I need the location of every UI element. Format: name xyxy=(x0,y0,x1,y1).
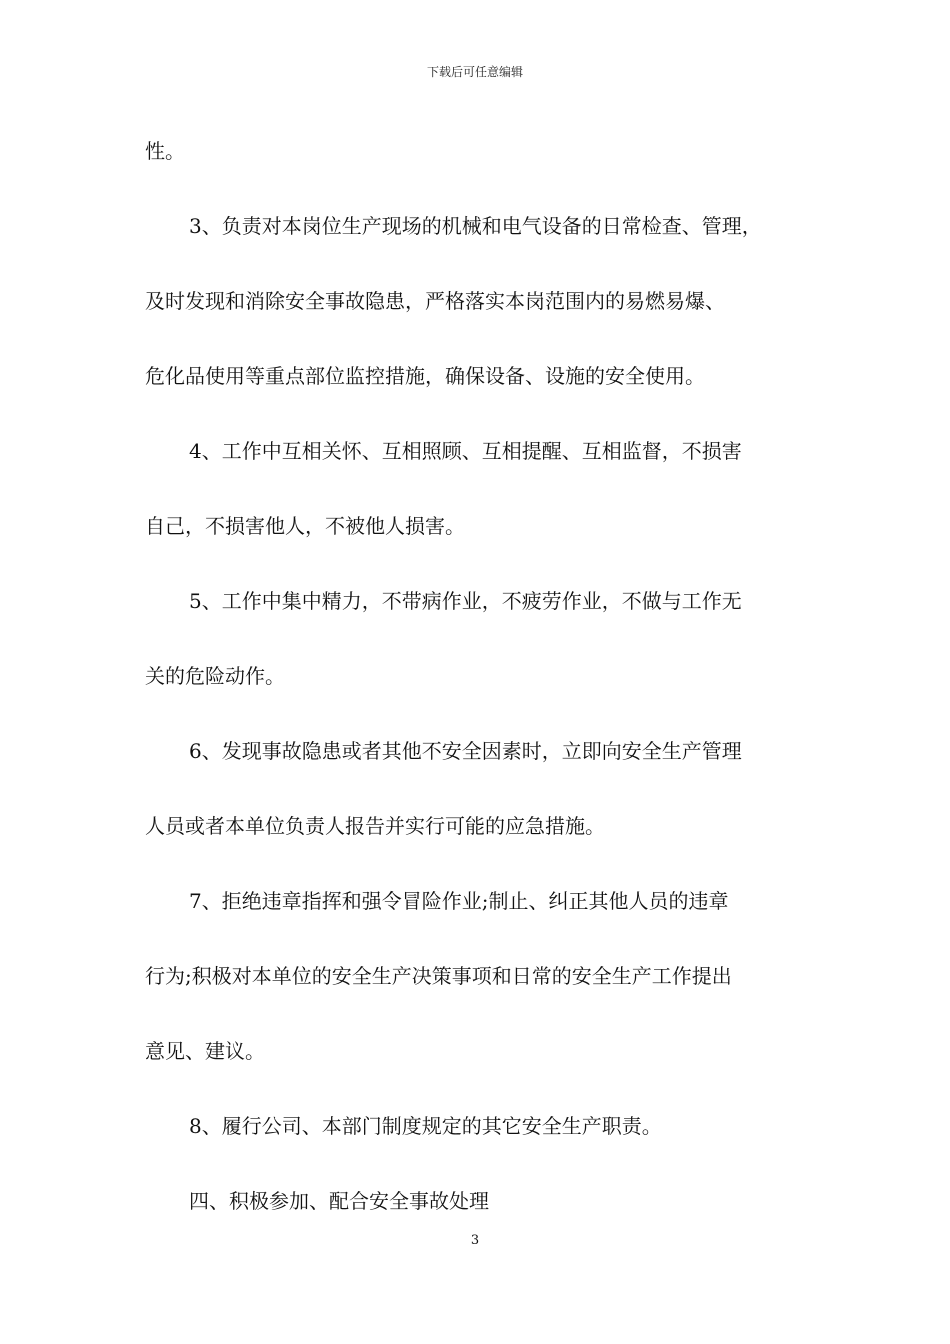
text-line-item-4: 4、工作中互相关怀、互相照顾、互相提醒、互相监督，不损害 xyxy=(189,439,742,463)
text-line: 意见、建议。 xyxy=(145,1039,265,1063)
text-line-item-8: 8、履行公司、本部门制度规定的其它安全生产职责。 xyxy=(189,1114,662,1138)
text-line-item-7: 7、拒绝违章指挥和强令冒险作业;制止、纠正其他人员的违章 xyxy=(189,889,729,913)
text-line: 人员或者本单位负责人报告并实行可能的应急措施。 xyxy=(145,814,605,838)
text-line-continuation: 性。 xyxy=(145,139,185,163)
text-line-item-3: 3、负责对本岗位生产现场的机械和电气设备的日常检查、管理， xyxy=(189,214,762,238)
page-header: 下载后可任意编辑 xyxy=(426,65,523,79)
text-line: 关的危险动作。 xyxy=(145,664,285,688)
text-line-item-5: 5、工作中集中精力，不带病作业，不疲劳作业，不做与工作无 xyxy=(189,589,742,613)
section-heading-four: 四、积极参加、配合安全事故处理 xyxy=(189,1189,489,1213)
text-line: 危化品使用等重点部位监控措施，确保设备、设施的安全使用。 xyxy=(145,364,705,388)
text-line-item-6: 6、发现事故隐患或者其他不安全因素时，立即向安全生产管理 xyxy=(189,739,742,763)
text-line: 行为;积极对本单位的安全生产决策事项和日常的安全生产工作提出 xyxy=(145,964,732,988)
text-line: 自己，不损害他人，不被他人损害。 xyxy=(145,514,465,538)
text-line: 及时发现和消除安全事故隐患，严格落实本岗范围内的易燃易爆、 xyxy=(145,289,725,313)
page-number: 3 xyxy=(470,1233,480,1248)
